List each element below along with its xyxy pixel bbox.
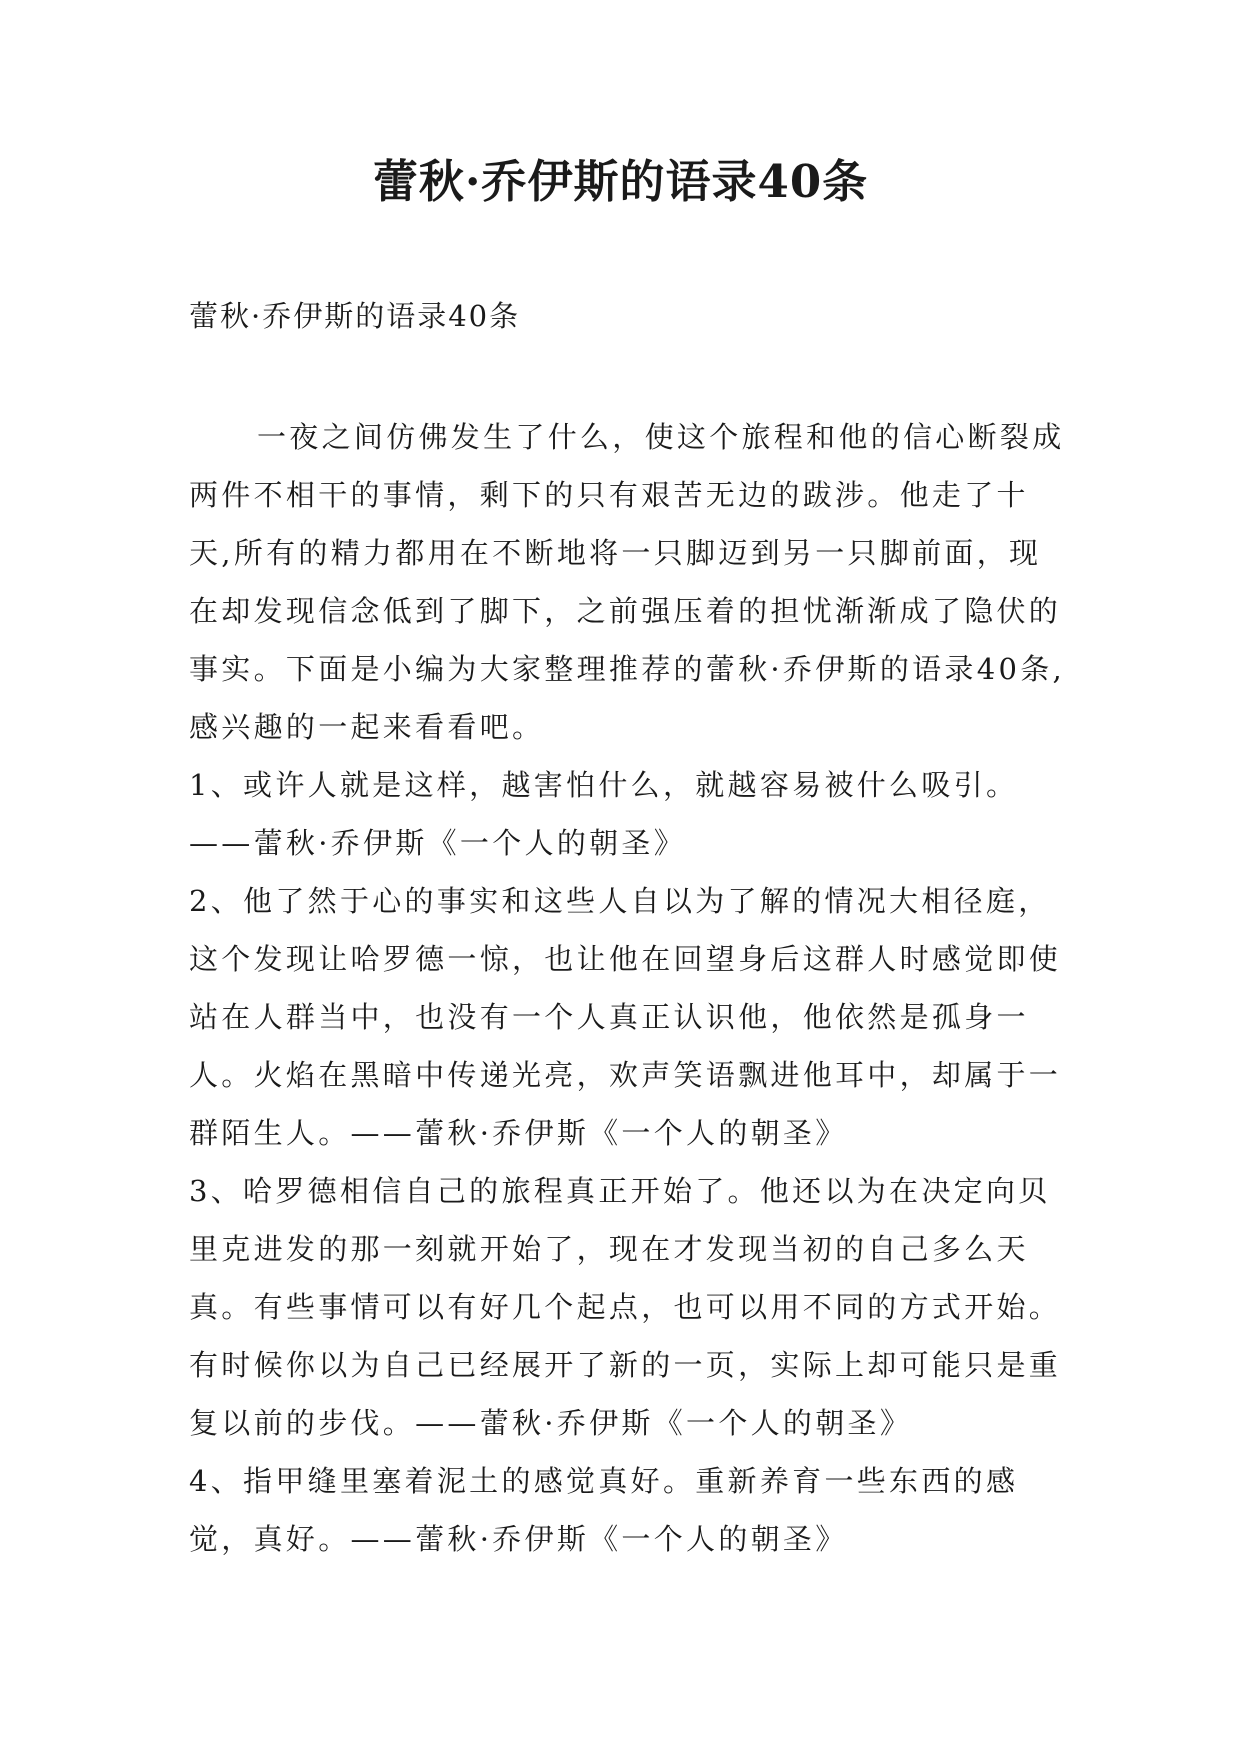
intro-paragraph: 一夜之间仿佛发生了什么，使这个旅程和他的信心断裂成两件不相干的事情，剩下的只有艰苦无边的跋涉。他走了十天,所有的精力都用在不断地将一只脚迈到另一只脚前面，现在却发现信念低到了脚下，之前强压着的担忧渐渐成了隐伏的事实。下面是小编为大家整理推荐的蕾秋·乔伊斯的语录40条,感兴趣的一起来看看吧。: [189, 420, 1066, 744]
document-title: 蕾秋·乔伊斯的语录40条: [372, 155, 869, 208]
document-subtitle: 蕾秋·乔伊斯的语录40条: [189, 299, 521, 333]
document-body: [189, 408, 1069, 1568]
quote-item: 1、或许人就是这样，越害怕什么，就越容易被什么吸引。——蕾秋·乔伊斯《一个人的朝圣》: [189, 768, 1019, 860]
quote-item: 2、他了然于心的事实和这些人自以为了解的情况大相径庭，这个发现让哈罗德一惊，也让他在回望身后这群人时感觉即使站在人群当中，也没有一个人真正认识他，他依然是孤身一人。火焰在黑暗中传递光亮，欢声笑语飘进他耳中，却属于一群陌生人。——蕾秋·乔伊斯《一个人的朝圣》: [189, 884, 1062, 1150]
quote-item: 3、哈罗德相信自己的旅程真正开始了。他还以为在决定向贝里克进发的那一刻就开始了，现在才发现当初的自己多么天真。有些事情可以有好几个起点，也可以用不同的方式开始。有时候你以为自己已经展开了新的一页，实际上却可能只是重复以前的步伐。——蕾秋·乔伊斯《一个人的朝圣》: [189, 1174, 1062, 1440]
quote-item: 4、指甲缝里塞着泥土的感觉真好。重新养育一些东西的感觉，真好。——蕾秋·乔伊斯《一个人的朝圣》: [189, 1464, 1019, 1556]
